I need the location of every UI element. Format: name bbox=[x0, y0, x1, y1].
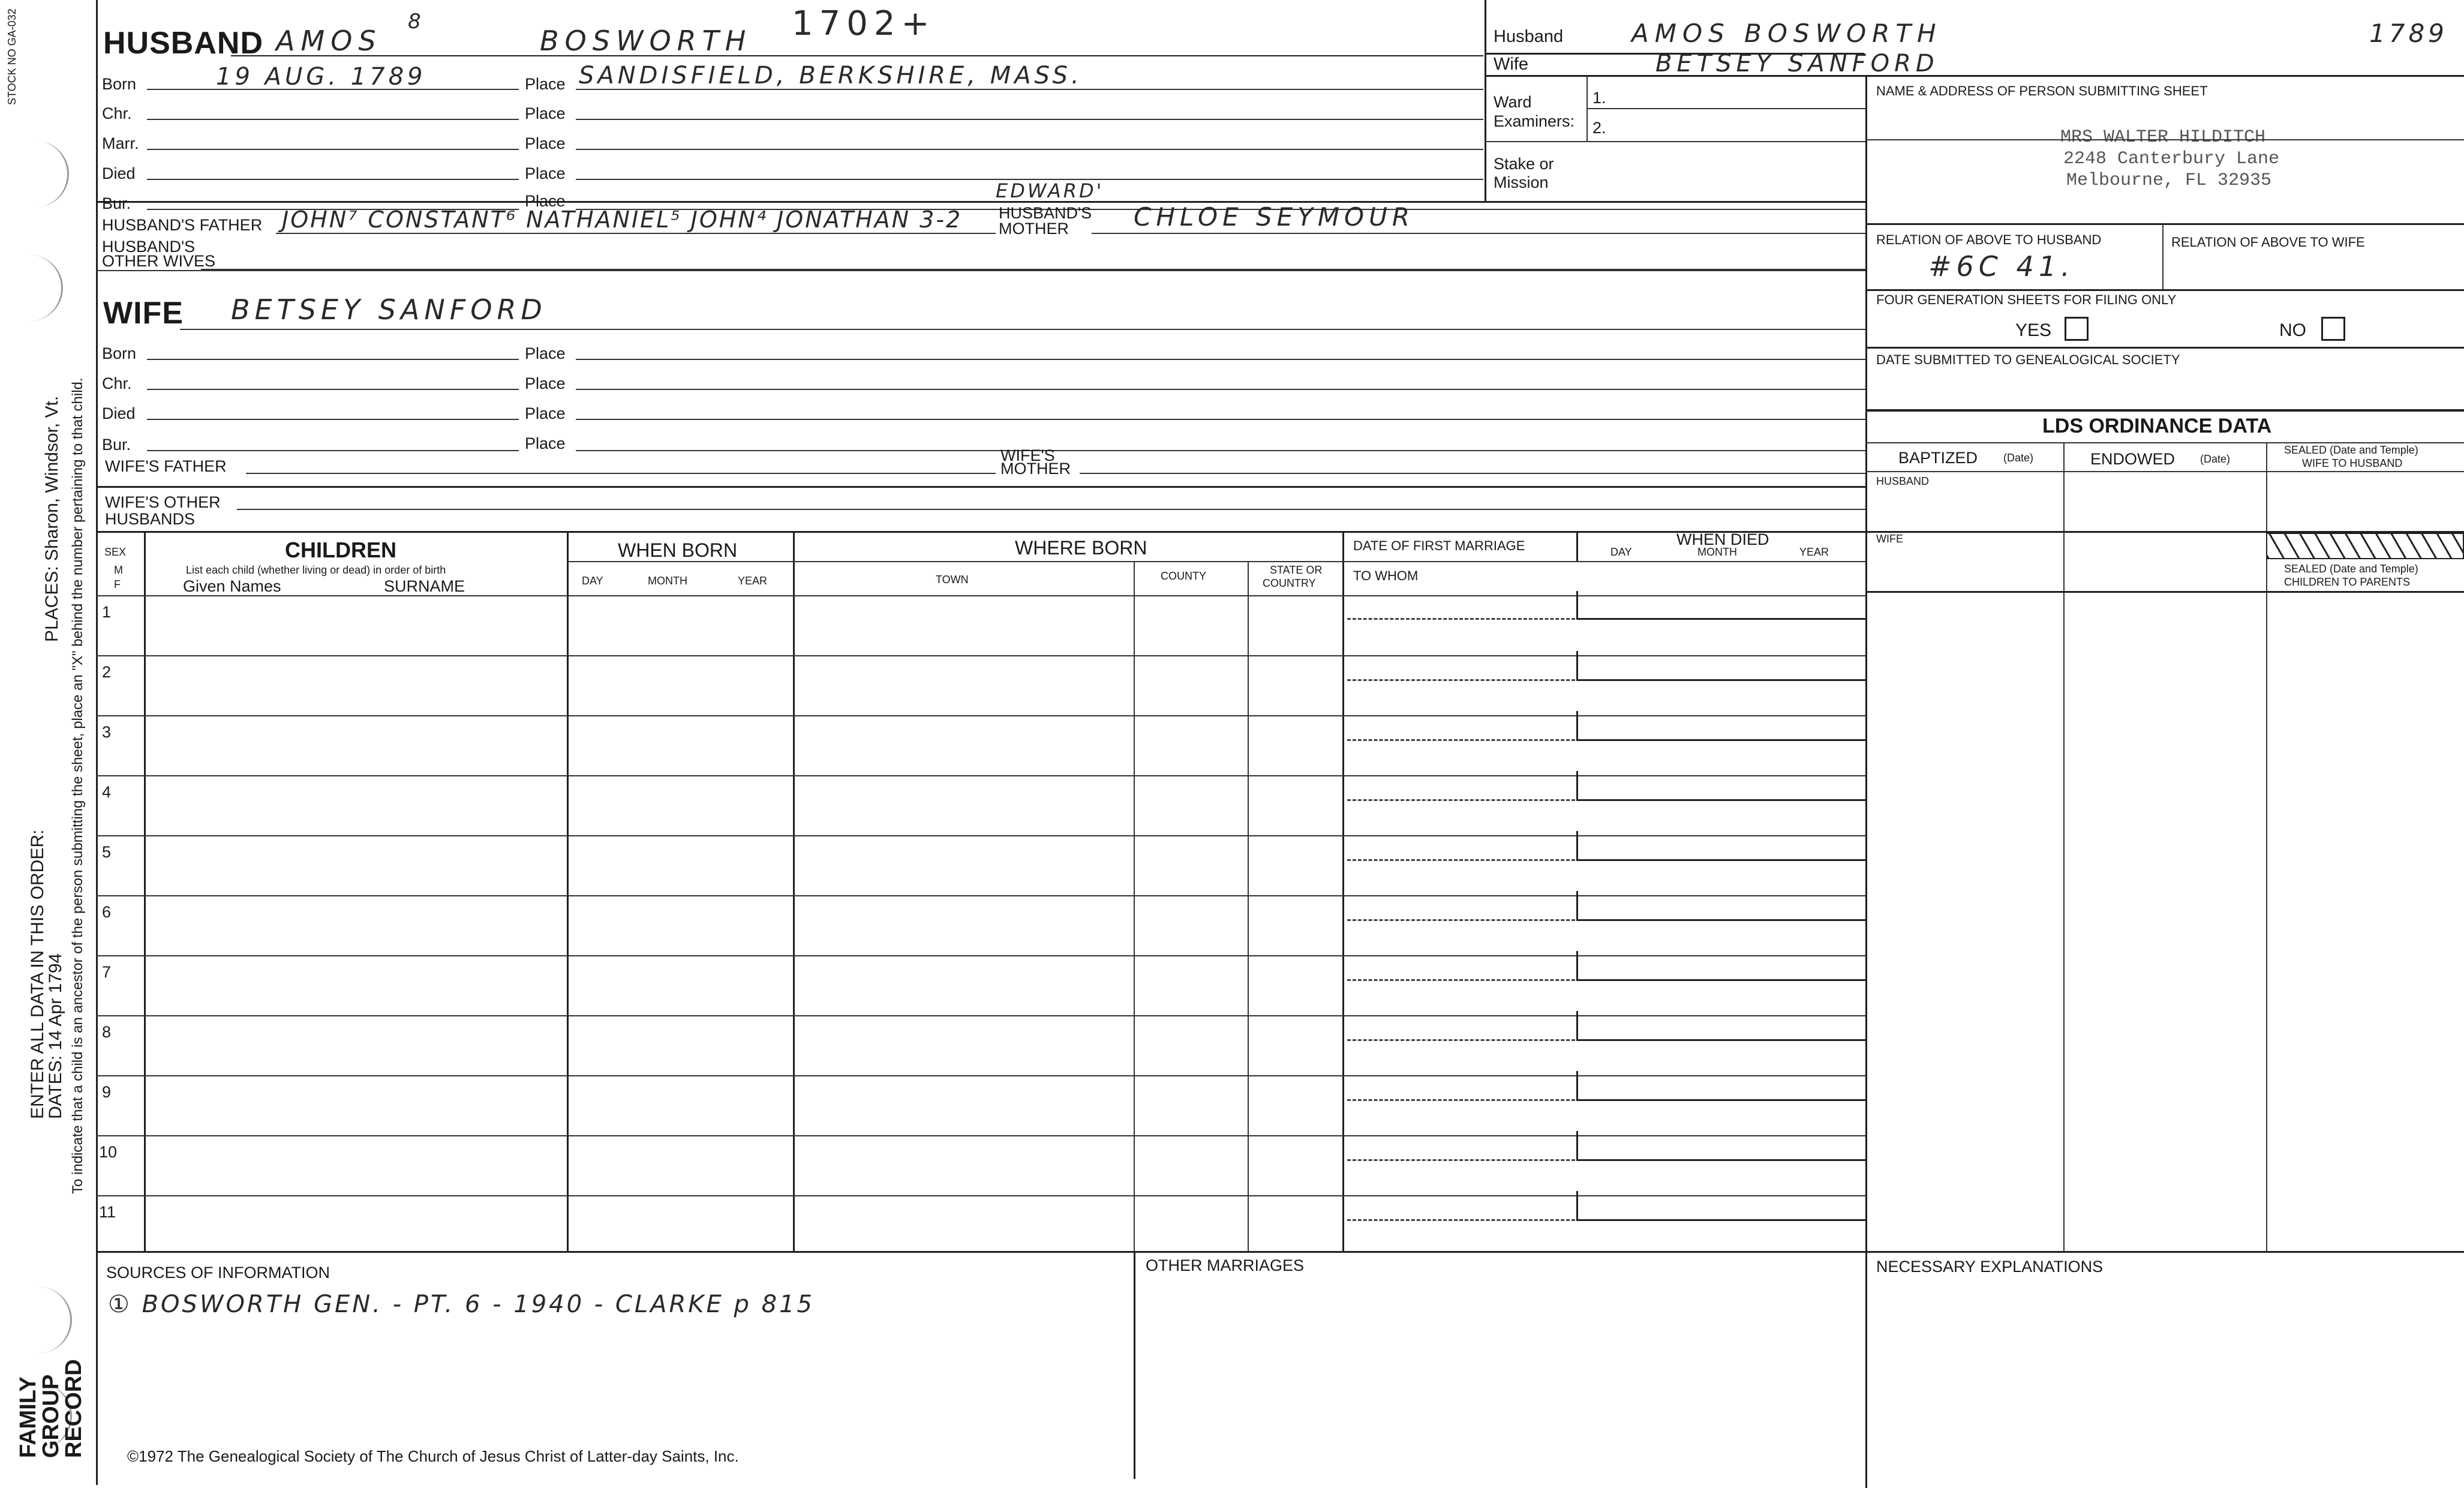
child-marriage-dash bbox=[1347, 979, 1575, 981]
sources-value[interactable]: ① BOSWORTH GEN. - PT. 6 - 1940 - CLARKE p 815 bbox=[108, 1291, 815, 1318]
child-row-line bbox=[96, 655, 1865, 656]
ward-label-2: Examiners: bbox=[1494, 112, 1575, 130]
wife-father-label: WIFE'S FATHER bbox=[105, 457, 227, 475]
husband-bur-label: Bur. bbox=[102, 194, 131, 212]
child-died-line bbox=[1576, 1039, 1865, 1041]
child-row-number: 8 bbox=[102, 1023, 112, 1041]
husband-father-value[interactable]: JOHN⁷ CONSTANT⁶ NATHANIEL⁵ JOHN⁴ JONATHAN 3-2 bbox=[282, 206, 963, 233]
sources-label: SOURCES OF INFORMATION bbox=[106, 1264, 330, 1282]
child-row-number: 1 bbox=[102, 603, 112, 621]
rt-husband-label: Husband bbox=[1494, 27, 1564, 46]
child-marriage-dash bbox=[1347, 1219, 1575, 1221]
husband-heading: HUSBAND bbox=[103, 26, 263, 61]
husband-name-generation: 8 bbox=[408, 10, 427, 34]
copyright-notice: ©1972 The Genealogical Society of The Church of Jesus Christ of Latter-day Saints, Inc. bbox=[127, 1447, 739, 1465]
examiner-1: 1. bbox=[1592, 89, 1606, 107]
child-marriage-dash bbox=[1347, 1039, 1575, 1041]
lds-title-line bbox=[1865, 442, 2464, 443]
marriage-header-line bbox=[1342, 561, 1865, 562]
surname-label: SURNAME bbox=[384, 577, 465, 595]
child-died-tick bbox=[1576, 771, 1578, 800]
rt-husband-year: 1789 bbox=[2369, 19, 2448, 48]
town-label: TOWN bbox=[936, 574, 969, 586]
child-died-tick bbox=[1576, 1071, 1578, 1100]
husband-other-wives-label-2: OTHER WIVES bbox=[102, 252, 216, 270]
husband-given-name[interactable]: AMOS bbox=[276, 25, 382, 57]
child-marriage-dash bbox=[1347, 618, 1575, 620]
wife-born-label: Born bbox=[102, 344, 137, 362]
state-label-1: STATE OR bbox=[1270, 564, 1323, 576]
lds-sealed-wife-1: SEALED (Date and Temple) bbox=[2284, 444, 2418, 456]
date-submitted-label: DATE SUBMITTED TO GENEALOGICAL SOCIETY bbox=[1876, 352, 2180, 367]
lds-sealed-children-2: CHILDREN TO PARENTS bbox=[2284, 576, 2411, 588]
wife-chr-label: Chr. bbox=[102, 374, 132, 392]
husband-mother-line bbox=[1092, 233, 1865, 234]
wife-heading: WIFE bbox=[103, 296, 184, 331]
yes-checkbox[interactable] bbox=[2065, 317, 2089, 341]
husband-born-value[interactable]: 19 AUG. 1789 bbox=[216, 63, 426, 91]
husband-father-label: HUSBAND'S FATHER bbox=[102, 216, 263, 234]
relation-bottom-line bbox=[1865, 289, 2464, 291]
examiner-1-line bbox=[1586, 108, 1865, 109]
submitter-label: NAME & ADDRESS OF PERSON SUBMITTING SHEET bbox=[1876, 83, 2208, 98]
wife-died-place-line bbox=[576, 419, 1865, 420]
child-died-tick bbox=[1576, 591, 1578, 619]
record-title bbox=[17, 1359, 85, 1458]
lds-sealed-children-1: SEALED (Date and Temple) bbox=[2284, 563, 2418, 575]
relation-husband-label: RELATION OF ABOVE TO HUSBAND bbox=[1876, 232, 2102, 247]
child-row-line bbox=[96, 835, 1865, 836]
wife-died-line bbox=[147, 419, 519, 420]
other-marriages-label: OTHER MARRIAGES bbox=[1146, 1256, 1305, 1274]
lds-endowed: ENDOWED bbox=[2090, 450, 2175, 468]
husband-mother-value[interactable]: CHLOE SEYMOUR bbox=[1134, 202, 1415, 232]
wife-chr-line bbox=[147, 389, 519, 390]
child-died-tick bbox=[1576, 651, 1578, 680]
frame-line-husband-bottom bbox=[96, 201, 1865, 203]
child-died-tick bbox=[1576, 711, 1578, 740]
lds-hatched-box bbox=[2266, 533, 2464, 559]
husband-mother-label-1: HUSBAND'S bbox=[999, 204, 1092, 222]
when-born-label: WHEN BORN bbox=[618, 539, 738, 561]
husband-father-line bbox=[276, 233, 996, 234]
husband-born-place-label: Place bbox=[525, 75, 566, 93]
when-died-label: WHEN DIED bbox=[1676, 530, 1769, 548]
dates-note: DATES: 14 Apr 1794 bbox=[46, 953, 65, 1119]
child-died-tick bbox=[1576, 1011, 1578, 1040]
wife-other-husbands-label-2: HUSBANDS bbox=[105, 510, 196, 528]
child-died-tick bbox=[1576, 891, 1578, 920]
husband-chr-line bbox=[147, 119, 519, 120]
died-day-label: DAY bbox=[1610, 546, 1632, 558]
wife-other-husbands-line bbox=[237, 509, 1865, 510]
wife-bur-place-line bbox=[576, 450, 1865, 451]
punch-hole-2 bbox=[27, 255, 63, 321]
lds-husband-row: HUSBAND bbox=[1876, 475, 1930, 487]
child-row-line bbox=[96, 955, 1865, 956]
frame-left bbox=[96, 0, 98, 1485]
child-marriage-dash bbox=[1347, 1159, 1575, 1161]
born-day-label: DAY bbox=[582, 575, 603, 587]
husband-born-line bbox=[147, 89, 519, 90]
enter-all-note: ENTER ALL DATA IN THIS ORDER: bbox=[28, 829, 47, 1119]
col-marriage-right bbox=[1576, 531, 1578, 561]
wife-father-line bbox=[246, 473, 996, 474]
child-row-line bbox=[96, 715, 1865, 716]
rt-wife-value[interactable]: BETSEY SANFORD bbox=[1655, 50, 1939, 77]
record-title-line-3: RECORD bbox=[61, 1359, 86, 1458]
child-died-tick bbox=[1576, 951, 1578, 980]
lds-title: LDS ORDINANCE DATA bbox=[2042, 415, 2272, 437]
husband-marr-label: Marr. bbox=[102, 134, 139, 152]
child-marriage-dash bbox=[1347, 679, 1575, 681]
punch-hole-1 bbox=[33, 141, 69, 207]
children-header-split bbox=[567, 561, 1342, 562]
husband-marr-place-line bbox=[576, 149, 1483, 150]
col-state-right bbox=[1342, 531, 1344, 1251]
wife-bur-label: Bur. bbox=[102, 436, 131, 454]
child-row-line bbox=[96, 1195, 1865, 1196]
wife-died-label: Died bbox=[102, 404, 136, 422]
born-year-label: YEAR bbox=[738, 575, 768, 587]
child-died-line bbox=[1576, 799, 1865, 801]
four-gen-bottom-line bbox=[1865, 347, 2464, 349]
child-died-tick bbox=[1576, 831, 1578, 860]
child-died-line bbox=[1576, 1099, 1865, 1101]
wife-born-place-line bbox=[576, 359, 1865, 360]
husband-chr-place-line bbox=[576, 119, 1483, 120]
children-subheading: List each child (whether living or dead) in order of birth bbox=[186, 564, 446, 576]
husband-bur-place-label: Place bbox=[525, 192, 566, 210]
sex-m: M bbox=[114, 564, 123, 576]
child-marriage-dash bbox=[1347, 1099, 1575, 1101]
wife-chr-place-line bbox=[576, 389, 1865, 390]
relation-divider bbox=[2162, 223, 2163, 290]
ancestor-instruction: To indicate that a child is an ancestor of the person submitting the sheet, place an "X" behind the number pertaining to that child. bbox=[70, 377, 86, 1194]
places-note: PLACES: Sharon, Windsor, Vt. bbox=[42, 395, 62, 642]
record-title-line-2: GROUP bbox=[38, 1374, 64, 1458]
child-marriage-dash bbox=[1347, 739, 1575, 741]
submitter-line-3: Melbourne, FL 32935 bbox=[2066, 170, 2272, 191]
child-row-number: 6 bbox=[102, 903, 112, 921]
lds-sealed-wife-2: WIFE TO HUSBAND bbox=[2302, 457, 2403, 469]
col-born-right bbox=[793, 531, 795, 1251]
wife-born-line bbox=[147, 359, 519, 360]
submitter-line-1: MRS WALTER HILDITCH bbox=[2060, 127, 2266, 148]
stock-number: STOCK NO GA-032 bbox=[6, 8, 18, 105]
four-gen-label: FOUR GENERATION SHEETS FOR FILING ONLY bbox=[1876, 292, 2177, 307]
child-row-number: 9 bbox=[102, 1083, 112, 1101]
sex-f: F bbox=[114, 578, 121, 590]
frame-line-wife-bottom bbox=[96, 486, 1865, 488]
child-row-number: 10 bbox=[99, 1143, 118, 1161]
child-row-number: 3 bbox=[102, 723, 112, 741]
record-title-line-1: FAMILY bbox=[16, 1376, 41, 1458]
child-died-line bbox=[1576, 739, 1865, 741]
husband-marr-line bbox=[147, 149, 519, 150]
ward-label-1: Ward bbox=[1494, 93, 1532, 111]
col-county-right bbox=[1248, 561, 1249, 1251]
child-marriage-dash bbox=[1347, 859, 1575, 861]
relation-wife-label: RELATION OF ABOVE TO WIFE bbox=[2171, 235, 2365, 250]
child-died-line bbox=[1576, 979, 1865, 981]
husband-marr-place-label: Place bbox=[525, 134, 566, 152]
husband-name-line bbox=[231, 55, 1483, 56]
husband-chr-place-label: Place bbox=[525, 104, 566, 122]
rt-husband-value[interactable]: AMOS BOSWORTH bbox=[1631, 19, 1942, 48]
child-died-line bbox=[1576, 1219, 1865, 1221]
husband-other-wives-label-1: HUSBAND'S bbox=[102, 238, 196, 256]
county-label: COUNTY bbox=[1161, 570, 1206, 582]
frame-center bbox=[1485, 0, 1486, 201]
frame-line-ward bbox=[1485, 141, 1865, 142]
examiner-2: 2. bbox=[1592, 119, 1606, 137]
wife-born-place-label: Place bbox=[525, 344, 566, 362]
child-died-tick bbox=[1576, 1131, 1578, 1160]
wife-died-place-label: Place bbox=[525, 404, 566, 422]
husband-chr-label: Chr. bbox=[102, 104, 132, 122]
lds-wife-line bbox=[1865, 591, 2464, 593]
where-born-label: WHERE BORN bbox=[1015, 537, 1147, 559]
wife-mother-line bbox=[1080, 473, 1865, 474]
died-month-label: MONTH bbox=[1697, 546, 1737, 558]
husband-surname[interactable]: BOSWORTH bbox=[540, 25, 752, 57]
wife-bur-line bbox=[147, 450, 519, 451]
child-row-line bbox=[96, 1015, 1865, 1016]
frame-line-other-wives bbox=[96, 270, 1865, 271]
husband-died-place-label: Place bbox=[525, 164, 566, 182]
col-sex-right bbox=[144, 531, 146, 1251]
no-label: NO bbox=[2279, 320, 2306, 340]
wife-other-husbands-label-1: WIFE'S OTHER bbox=[105, 493, 221, 511]
col-town-right bbox=[1134, 561, 1135, 1251]
wife-mother-label-1: WIFE'S bbox=[1000, 446, 1055, 464]
children-subheader-line bbox=[96, 595, 1865, 596]
husband-reference: 1702+ bbox=[792, 4, 936, 43]
husband-born-place-line bbox=[576, 89, 1483, 90]
submitter-line-2: 2248 Canterbury Lane bbox=[2063, 149, 2280, 169]
lds-wife-row: WIFE bbox=[1876, 533, 1903, 545]
lds-baptized: BAPTIZED bbox=[1898, 449, 1978, 467]
died-year-label: YEAR bbox=[1799, 546, 1829, 558]
wife-chr-place-label: Place bbox=[525, 374, 566, 392]
child-row-line bbox=[96, 1135, 1865, 1136]
husband-died-label: Died bbox=[102, 164, 136, 182]
child-row-number: 11 bbox=[99, 1203, 116, 1221]
child-row-number: 7 bbox=[102, 963, 112, 981]
husband-mother-label-2: MOTHER bbox=[999, 220, 1069, 238]
to-whom-label: TO WHOM bbox=[1353, 568, 1419, 583]
col-names-right bbox=[567, 531, 569, 1251]
wife-bur-place-label: Place bbox=[525, 434, 566, 452]
wife-name[interactable]: BETSEY SANFORD bbox=[231, 293, 547, 326]
yes-label: YES bbox=[2015, 320, 2052, 340]
child-marriage-dash bbox=[1347, 919, 1575, 921]
rt-wife-label: Wife bbox=[1494, 55, 1528, 74]
child-died-line bbox=[1576, 679, 1865, 681]
lds-top-line bbox=[1865, 409, 2464, 412]
lds-col-2 bbox=[2266, 442, 2267, 1251]
punch-hole-3 bbox=[36, 1287, 72, 1353]
child-died-line bbox=[1576, 618, 1865, 620]
other-marriages-divider bbox=[1134, 1251, 1135, 1479]
stake-label-2: Mission bbox=[1494, 173, 1549, 191]
lds-header-line bbox=[1865, 471, 2464, 472]
husband-other-wives-line bbox=[201, 269, 1865, 270]
husband-born-label: Born bbox=[102, 75, 137, 93]
no-checkbox[interactable] bbox=[2321, 317, 2345, 341]
husband-died-line bbox=[147, 179, 519, 180]
child-marriage-dash bbox=[1347, 799, 1575, 801]
state-label-2: COUNTRY bbox=[1263, 577, 1316, 589]
child-died-line bbox=[1576, 919, 1865, 921]
husband-born-place-value[interactable]: SANDISFIELD, BERKSHIRE, MASS. bbox=[579, 62, 1083, 89]
given-names-label: Given Names bbox=[183, 577, 281, 595]
wife-name-line bbox=[180, 329, 1865, 330]
relation-husband-value[interactable]: #6C 41. bbox=[1928, 250, 2075, 283]
child-row-line bbox=[96, 775, 1865, 776]
lds-endowed-date: (Date) bbox=[2200, 453, 2231, 465]
frame-line-other-husbands bbox=[96, 531, 1865, 533]
child-died-line bbox=[1576, 859, 1865, 861]
husband-mother-first-above: EDWARD' bbox=[996, 179, 1104, 202]
child-died-line bbox=[1576, 1159, 1865, 1161]
sex-label: SEX bbox=[104, 546, 127, 558]
born-month-label: MONTH bbox=[648, 575, 687, 587]
explanations-label: NECESSARY EXPLANATIONS bbox=[1876, 1258, 2104, 1276]
stake-label-1: Stake or bbox=[1494, 155, 1554, 173]
submitter-line-rule bbox=[1865, 139, 2464, 140]
relation-top-line bbox=[1865, 223, 2464, 225]
child-row-number: 4 bbox=[102, 783, 112, 801]
wife-mother-label-2: MOTHER bbox=[1000, 460, 1071, 478]
lds-baptized-date: (Date) bbox=[2003, 452, 2034, 464]
children-heading: CHILDREN bbox=[285, 538, 396, 562]
child-row-line bbox=[96, 895, 1865, 896]
frame-line-children-bottom bbox=[96, 1251, 2464, 1253]
child-row-line bbox=[96, 1075, 1865, 1076]
frame-right-column bbox=[1865, 75, 1867, 1488]
child-row-number: 5 bbox=[102, 843, 112, 861]
child-died-tick bbox=[1576, 1191, 1578, 1220]
lds-col-1 bbox=[2063, 442, 2065, 1251]
first-marriage-label: DATE OF FIRST MARRIAGE bbox=[1353, 538, 1525, 553]
frame-line-wife-top bbox=[1485, 75, 2464, 77]
child-row-number: 2 bbox=[102, 663, 112, 681]
